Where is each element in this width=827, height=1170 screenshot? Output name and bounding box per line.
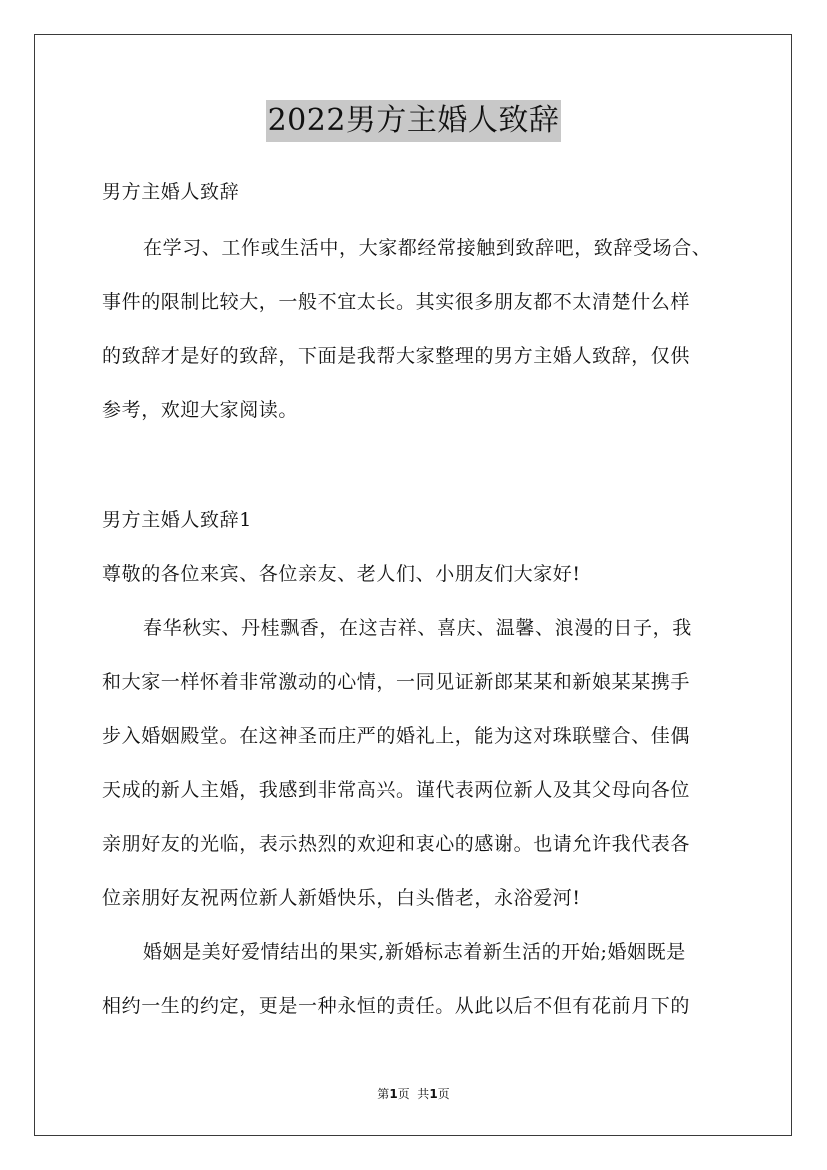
para2-line-1: 婚姻是美好爱情结出的果实,新婚标志着新生活的开始;婚姻既是	[143, 941, 686, 963]
intro-line-2: 事件的限制比较大，一般不宜太长。其实很多朋友都不太清楚什么样	[102, 291, 691, 313]
footer-page-mid: 页 共	[397, 1087, 430, 1101]
document-title: 2022男方主婚人致辞	[266, 100, 562, 142]
para1-line-2: 和大家一样怀着非常激动的心情，一同见证新郎某某和新娘某某携手	[102, 671, 691, 693]
footer-page-number: 1	[389, 1087, 398, 1101]
footer-page-prefix: 第	[377, 1087, 390, 1101]
para1-line-3: 步入婚姻殿堂。在这神圣而庄严的婚礼上，能为这对珠联璧合、佳偶	[102, 725, 691, 747]
greeting-line: 尊敬的各位来宾、各位亲友、老人们、小朋友们大家好!	[102, 563, 581, 585]
para2-line-2: 相约一生的约定，更是一种永恒的责任。从此以后不但有花前月下的	[102, 995, 691, 1017]
intro-line-3: 的致辞才是好的致辞，下面是我帮大家整理的男方主婚人致辞，仅供	[102, 345, 691, 367]
para1-line-4: 天成的新人主婚，我感到非常高兴。谨代表两位新人及其父母向各位	[102, 779, 691, 801]
document-subtitle: 男方主婚人致辞	[102, 181, 240, 203]
para1-line-1: 春华秋实、丹桂飘香，在这吉祥、喜庆、温馨、浪漫的日子，我	[143, 617, 692, 639]
section-heading: 男方主婚人致辞1	[102, 509, 252, 531]
para1-line-5: 亲朋好友的光临，表示热烈的欢迎和衷心的感谢。也请允许我代表各	[102, 833, 691, 855]
footer-page-total: 1	[429, 1087, 438, 1101]
intro-line-4: 参考，欢迎大家阅读。	[102, 399, 299, 421]
intro-line-1: 在学习、工作或生活中，大家都经常接触到致辞吧，致辞受场合、	[143, 237, 712, 259]
page-footer	[0, 1086, 827, 1102]
para1-line-6: 位亲朋好友祝两位新人新婚快乐，白头偕老，永浴爱河!	[102, 887, 581, 909]
footer-page-suffix: 页	[437, 1087, 450, 1101]
title-container	[0, 100, 827, 142]
